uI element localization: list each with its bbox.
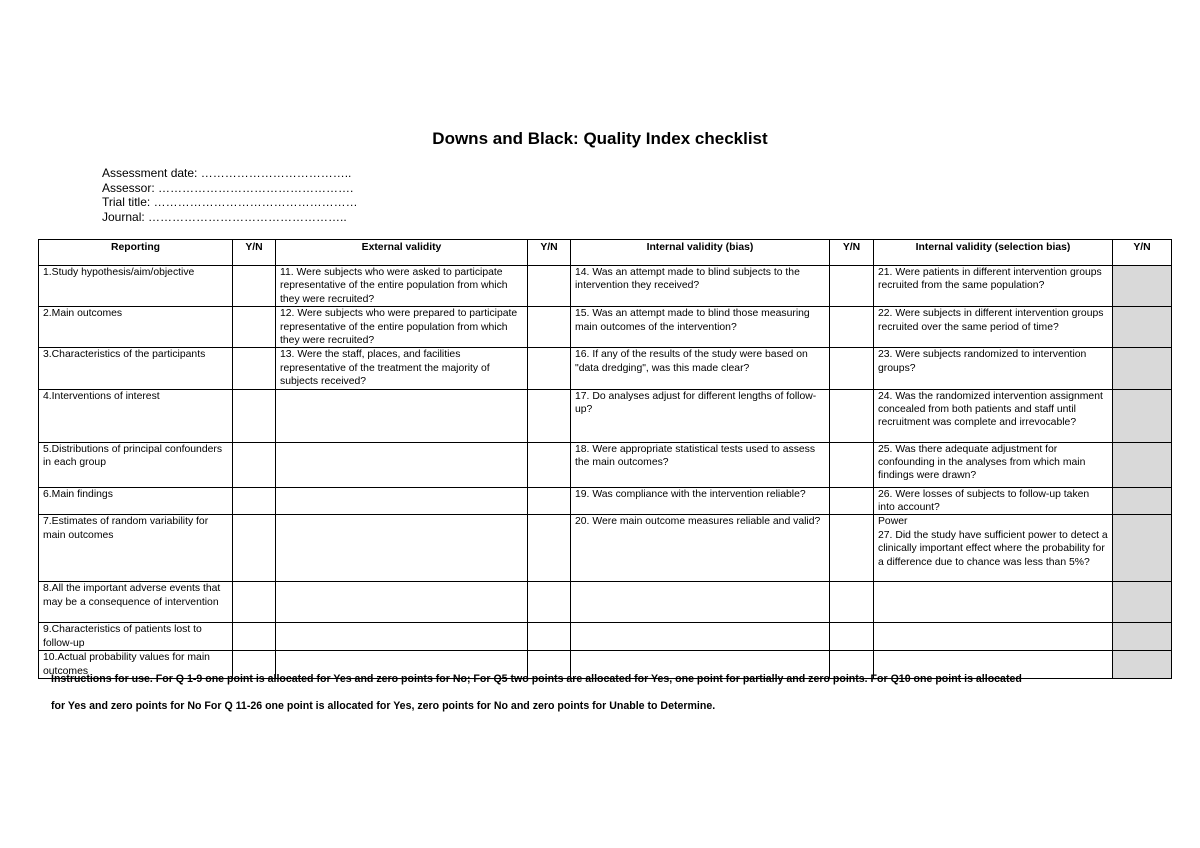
internal-bias-cell: 17. Do analyses adjust for different lengths of follow-up? [571,389,830,442]
table-row [39,487,1172,515]
table-row [39,442,1172,487]
internal-bias-cell: 20. Were main outcome measures reliable and valid? [571,515,830,582]
reporting-cell: 1.Study hypothesis/aim/objective [39,266,233,307]
reporting-cell: 2.Main outcomes [39,307,233,348]
selection-bias-cell: 26. Were losses of subjects to follow-up taken into account? [874,487,1113,515]
table-row [39,348,1172,389]
table-row [39,582,1172,623]
yn-answer-cell[interactable] [830,266,874,307]
selection-bias-cell [874,623,1113,651]
yn-answer-cell[interactable] [1113,623,1172,651]
reporting-cell: 6.Main findings [39,487,233,515]
internal-bias-cell: 16. If any of the results of the study were based on "data dredging", was this made clear? [571,348,830,389]
external-validity-cell [276,623,528,651]
yn-answer-cell[interactable] [1113,307,1172,348]
external-validity-cell [276,389,528,442]
yn-answer-cell[interactable] [830,515,874,582]
reporting-cell: 7.Estimates of random variability for main outcomes [39,515,233,582]
yn-answer-cell[interactable] [528,442,571,487]
assessment-details [102,166,358,224]
instructions-line-2: for Yes and zero points for No For Q 11-26 one point is allocated for Yes, zero points for No and zero points for Unable to Determine. [51,700,716,712]
yn-answer-cell[interactable] [830,389,874,442]
yn-answer-cell[interactable] [830,487,874,515]
yn-answer-cell[interactable] [1113,487,1172,515]
header-yn-reporting: Y/N [233,240,276,266]
header-yn-bias: Y/N [830,240,874,266]
reporting-cell: 3.Characteristics of the participants [39,348,233,389]
yn-answer-cell[interactable] [830,442,874,487]
yn-answer-cell[interactable] [528,515,571,582]
yn-answer-cell[interactable] [233,389,276,442]
reporting-cell: 9.Characteristics of patients lost to follow-up [39,623,233,651]
yn-answer-cell[interactable] [233,266,276,307]
internal-bias-cell [571,582,830,623]
yn-answer-cell[interactable] [528,582,571,623]
yn-answer-cell[interactable] [1113,266,1172,307]
header-reporting: Reporting [39,240,233,266]
selection-bias-cell: 24. Was the randomized intervention assignment concealed from both patients and staff until recruitment was complete and irrevocable? [874,389,1113,442]
yn-answer-cell[interactable] [233,487,276,515]
assessment-date-line: Assessment date: ……………………………….. [102,166,352,180]
internal-bias-cell: 18. Were appropriate statistical tests used to assess the main outcomes? [571,442,830,487]
external-validity-cell [276,442,528,487]
external-validity-cell: 12. Were subjects who were prepared to participate representative of the entire population from which they were recruited? [276,307,528,348]
selection-bias-cell [874,515,1113,582]
reporting-cell: 10.Actual probability values for main outcomes [39,651,233,679]
internal-bias-cell: 14. Was an attempt made to blind subjects to the intervention they received? [571,266,830,307]
yn-answer-cell[interactable] [528,348,571,389]
reporting-cell: 8.All the important adverse events that may be a consequence of intervention [39,582,233,623]
internal-bias-cell: 15. Was an attempt made to blind those measuring main outcomes of the intervention? [571,307,830,348]
yn-answer-cell[interactable] [1113,582,1172,623]
selection-bias-cell: 22. Were subjects in different intervention groups recruited over the same period of time? [874,307,1113,348]
yn-answer-cell[interactable] [830,307,874,348]
yn-answer-cell[interactable] [528,266,571,307]
yn-answer-cell[interactable] [528,487,571,515]
header-internal-validity-selection-bias: Internal validity (selection bias) [874,240,1113,266]
table-row [39,515,1172,582]
external-validity-cell [276,487,528,515]
yn-answer-cell[interactable] [233,582,276,623]
trial-title-line: Trial title: …………………………………………… [102,195,358,209]
journal-line: Journal: ………………………………………….. [102,209,347,224]
yn-answer-cell[interactable] [233,623,276,651]
yn-answer-cell[interactable] [233,348,276,389]
yn-answer-cell[interactable] [233,515,276,582]
yn-answer-cell[interactable] [830,582,874,623]
quality-checklist-table [38,239,1172,679]
yn-answer-cell[interactable] [233,442,276,487]
header-internal-validity-bias: Internal validity (bias) [571,240,830,266]
page-title: Downs and Black: Quality Index checklist [432,129,768,148]
external-validity-cell: 11. Were subjects who were asked to participate representative of the entire population from which they were recruited? [276,266,528,307]
table-row [39,307,1172,348]
yn-answer-cell[interactable] [1113,442,1172,487]
selection-bias-cell: 25. Was there adequate adjustment for confounding in the analyses from which main findings were drawn? [874,442,1113,487]
table-row [39,623,1172,651]
yn-answer-cell[interactable] [1113,651,1172,679]
header-yn-selection: Y/N [1113,240,1172,266]
yn-answer-cell[interactable] [1113,348,1172,389]
instructions-line-1: Instructions for use. For Q 1-9 one point is allocated for Yes and zero points for No; For Q5 two points are allocated for Yes, one point for partially and zero points. For Q10 one point is allocated [51,673,1022,685]
external-validity-cell [276,515,528,582]
yn-answer-cell[interactable] [830,348,874,389]
internal-bias-cell [571,623,830,651]
external-validity-cell: 13. Were the staff, places, and facilities representative of the treatment the majority of subjects received? [276,348,528,389]
external-validity-cell [276,582,528,623]
internal-bias-cell: 19. Was compliance with the intervention reliable? [571,487,830,515]
reporting-cell: 5.Distributions of principal confounders in each group [39,442,233,487]
selection-bias-cell: 23. Were subjects randomized to intervention groups? [874,348,1113,389]
power-question: 27. Did the study have sufficient power to detect a clinically important effect where the probability for a difference due to chance was less than 5%? [878,529,1108,568]
yn-answer-cell[interactable] [1113,515,1172,582]
assessor-line: Assessor: …………………………………………. [102,180,354,195]
selection-bias-cell [874,582,1113,623]
yn-answer-cell[interactable] [233,307,276,348]
table-row [39,266,1172,307]
yn-answer-cell[interactable] [528,623,571,651]
header-yn-external: Y/N [528,240,571,266]
table-row [39,389,1172,442]
header-external-validity: External validity [276,240,528,266]
yn-answer-cell[interactable] [528,307,571,348]
yn-answer-cell[interactable] [1113,389,1172,442]
selection-bias-cell: 21. Were patients in different intervention groups recruited from the same population? [874,266,1113,307]
yn-answer-cell[interactable] [830,623,874,651]
table-header-row [39,240,1172,266]
reporting-cell: 4.Interventions of interest [39,389,233,442]
power-label: Power [878,516,908,528]
yn-answer-cell[interactable] [528,389,571,442]
